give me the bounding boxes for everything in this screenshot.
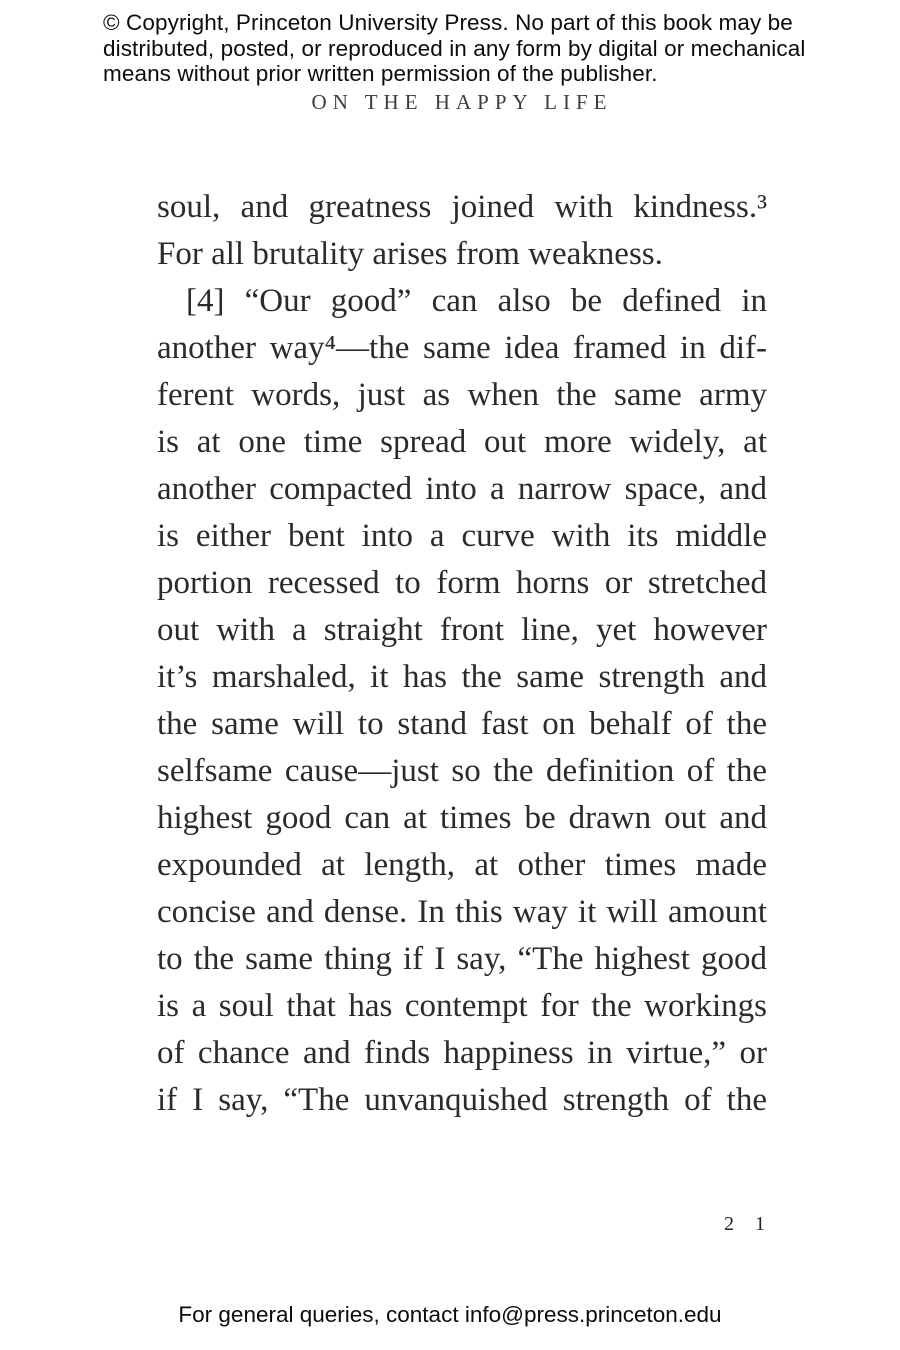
body-line: is a soul that has contempt for the workings [157, 988, 767, 1024]
body-line: is either bent into a curve with its middle [157, 518, 767, 554]
footer-contact: For general queries, contact info@press.princeton.edu [178, 1302, 722, 1327]
body-line: [4] “Our good” can also be defined in [186, 283, 767, 319]
body-line: soul, and greatness joined with kindness.³ [157, 189, 767, 225]
body-line: portion recessed to form horns or stretched [157, 565, 767, 601]
copyright-notice [103, 10, 823, 87]
page-number: 2 1 [724, 1213, 773, 1235]
copyright-line: distributed, posted, or reproduced in any form by digital or mechanical [103, 35, 806, 61]
body-line: out with a straight front line, yet however [157, 612, 767, 648]
copyright-line: © Copyright, Princeton University Press. No part of this book may be [103, 10, 793, 35]
running-head: ON THE HAPPY LIFE [311, 90, 613, 114]
body-text [157, 184, 767, 1124]
body-line: selfsame cause—just so the definition of the [157, 753, 767, 789]
body-line: concise and dense. In this way it will amount [157, 894, 767, 930]
body-line: if I say, “The unvanquished strength of the [157, 1082, 767, 1118]
body-line: ferent words, just as when the same army [157, 377, 767, 413]
body-line: the same will to stand fast on behalf of the [157, 706, 767, 742]
body-line: For all brutality arises from weakness. [157, 236, 663, 272]
body-line: another way⁴—the same idea framed in dif- [157, 330, 767, 366]
body-line: of chance and finds happiness in virtue,” or [157, 1035, 767, 1071]
copyright-line: means without prior written permission of the publisher. [103, 61, 658, 86]
body-line: highest good can at times be drawn out and [157, 800, 767, 836]
body-line: it’s marshaled, it has the same strength and [157, 659, 767, 695]
body-line: is at one time spread out more widely, at [157, 424, 767, 460]
body-line: to the same thing if I say, “The highest good [157, 941, 767, 977]
body-line: expounded at length, at other times made [157, 847, 767, 883]
body-line: another compacted into a narrow space, and [157, 471, 767, 507]
